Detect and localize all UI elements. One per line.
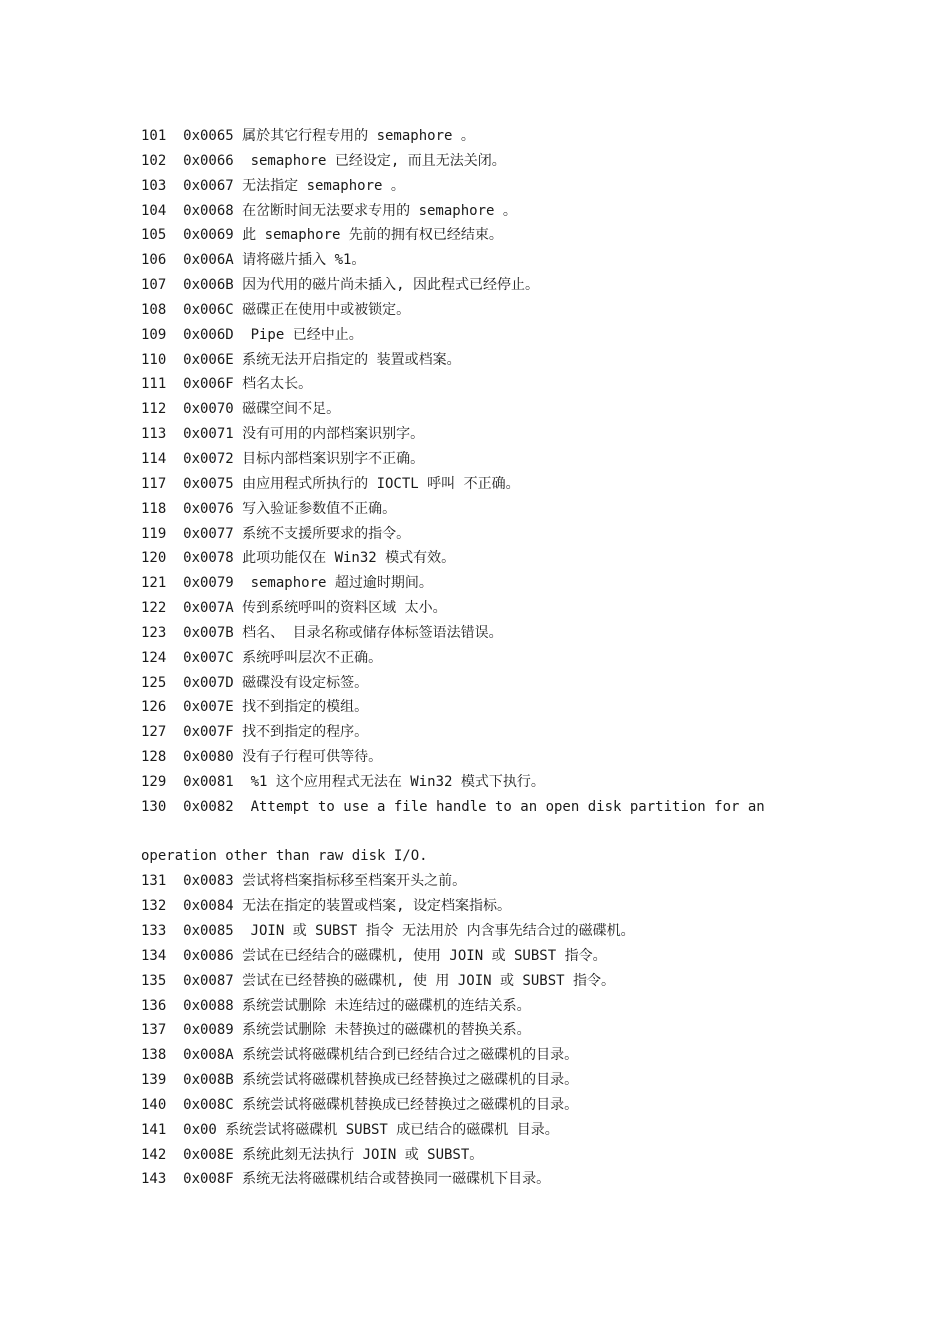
error-code-line: 130 0x0082 Attempt to use a file handle to an open disk partition for an: [141, 798, 765, 815]
error-code-line: 123 0x007B 档名、 目录名称或储存体标签语法错误。: [141, 624, 503, 641]
error-code-list: [141, 124, 901, 1192]
error-code-line: 109 0x006D Pipe 已经中止。: [141, 326, 363, 343]
error-code-line: 101 0x0065 属於其它行程专用的 semaphore 。: [141, 128, 475, 144]
error-code-line: 133 0x0085 JOIN 或 SUBST 指令 无法用於 内含事先结合过的磁碟机。: [141, 923, 635, 939]
error-code-line: 121 0x0079 semaphore 超过逾时期间。: [141, 575, 433, 592]
error-code-line: 125 0x007D 磁碟没有设定标签。: [141, 674, 369, 691]
error-code-line: 120 0x0078 此项功能仅在 Win32 模式有效。: [141, 550, 456, 567]
error-code-line: 128 0x0080 没有子行程可供等待。: [141, 749, 383, 766]
blank-line: [141, 820, 901, 845]
error-code-line: 137 0x0089 系统尝试删除 未替换过的磁碟机的替换关系。: [141, 1022, 531, 1039]
error-code-line: 138 0x008A 系统尝试将磁碟机结合到已经结合过之磁碟机的目录。: [141, 1047, 579, 1064]
error-code-line: operation other than raw disk I/O.: [141, 848, 428, 865]
error-code-line: 127 0x007F 找不到指定的程序。: [141, 724, 369, 741]
error-code-line: 111 0x006F 档名太长。: [141, 376, 313, 393]
error-code-line: 143 0x008F 系统无法将磁碟机结合或替换同一磁碟机下目录。: [141, 1171, 551, 1188]
error-code-line: 140 0x008C 系统尝试将磁碟机替换成已经替换过之磁碟机的目录。: [141, 1096, 579, 1113]
error-code-line: 129 0x0081 %1 这个应用程式无法在 Win32 模式下执行。: [141, 773, 545, 790]
error-code-line: 119 0x0077 系统不支援所要求的指令。: [141, 525, 411, 542]
error-code-line: 142 0x008E 系统此刻无法执行 JOIN 或 SUBST。: [141, 1146, 484, 1163]
error-code-line: 106 0x006A 请将磁片插入 %1。: [141, 252, 366, 269]
error-code-line: 104 0x0068 在岔断时间无法要求专用的 semaphore 。: [141, 202, 517, 219]
error-code-line: 107 0x006B 因为代用的磁片尚未插入, 因此程式已经停止。: [141, 277, 540, 294]
error-code-line: 118 0x0076 写入验证参数值不正确。: [141, 500, 397, 517]
error-code-line: 113 0x0071 没有可用的内部档案识别字。: [141, 426, 425, 443]
error-code-line: 141 0x00 系统尝试将磁碟机 SUBST 成已结合的磁碟机 目录。: [141, 1121, 559, 1138]
error-code-line: 117 0x0075 由应用程式所执行的 IOCTL 呼叫 不正确。: [141, 475, 520, 492]
error-code-line: 112 0x0070 磁碟空间不足。: [141, 401, 341, 418]
error-code-line: 110 0x006E 系统无法开启指定的 装置或档案。: [141, 351, 461, 368]
error-code-line: 103 0x0067 无法指定 semaphore 。: [141, 177, 405, 194]
error-code-line: 131 0x0083 尝试将档案指标移至档案开头之前。: [141, 873, 467, 890]
error-code-line: 108 0x006C 磁碟正在使用中或被锁定。: [141, 301, 411, 318]
error-code-line: 132 0x0084 无法在指定的装置或档案, 设定档案指标。: [141, 898, 512, 915]
error-code-line: 126 0x007E 找不到指定的模组。: [141, 699, 369, 716]
error-code-line: 114 0x0072 目标内部档案识别字不正确。: [141, 450, 425, 467]
error-code-line: 135 0x0087 尝试在已经替换的磁碟机, 使 用 JOIN 或 SUBST 指令。: [141, 972, 616, 989]
error-code-line: 105 0x0069 此 semaphore 先前的拥有权已经结束。: [141, 227, 503, 244]
error-code-line: 102 0x0066 semaphore 已经设定, 而且无法关闭。: [141, 152, 506, 169]
error-code-line: 139 0x008B 系统尝试将磁碟机替换成已经替换过之磁碟机的目录。: [141, 1072, 579, 1089]
error-code-line: 134 0x0086 尝试在已经结合的磁碟机, 使用 JOIN 或 SUBST 指令。: [141, 947, 607, 964]
error-code-line: 122 0x007A 传到系统呼叫的资料区域 太小。: [141, 600, 447, 617]
error-code-line: 136 0x0088 系统尝试删除 未连结过的磁碟机的连结关系。: [141, 997, 531, 1014]
error-code-line: 124 0x007C 系统呼叫层次不正确。: [141, 649, 383, 666]
